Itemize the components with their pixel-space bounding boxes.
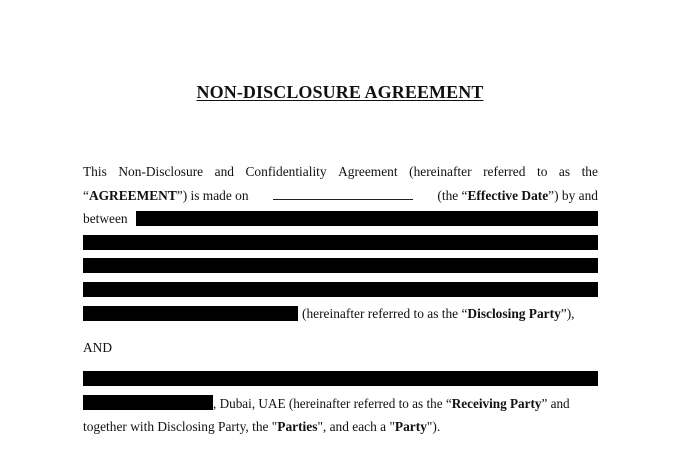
receiving-party-term: Receiving Party xyxy=(451,396,542,411)
disclosing-party-line: (hereinafter referred to as the “Disclosing Party”), xyxy=(302,306,575,321)
word: This xyxy=(83,164,107,179)
parties-definition-line: together with Disclosing Party, the "Parties", and each a "Party"). xyxy=(83,419,441,434)
document-title: NON-DISCLOSURE AGREEMENT xyxy=(196,82,484,102)
effective-date-definition: (the “Effective Date”) by and xyxy=(437,188,598,203)
redaction-bar xyxy=(83,306,298,321)
disclosing-party-term: Disclosing Party xyxy=(467,306,561,321)
word: to xyxy=(536,164,548,179)
date-blank-field xyxy=(273,188,413,200)
word: (hereinafter xyxy=(409,164,472,179)
redaction-bar xyxy=(83,235,598,250)
redaction-bar xyxy=(83,371,598,386)
agreement-term: AGREEMENT xyxy=(88,188,177,203)
word: and xyxy=(214,164,234,179)
paragraph-1-line-2 xyxy=(83,188,598,204)
paragraph-1-line-1 xyxy=(83,164,598,180)
and-separator: AND xyxy=(83,340,113,355)
redaction-bar xyxy=(83,395,213,410)
effective-date-term: Effective Date xyxy=(467,188,549,203)
word: referred xyxy=(483,164,526,179)
word: Confidentiality xyxy=(245,164,327,179)
agreement-definition: “AGREEMENT”) is made on xyxy=(83,188,249,203)
party-term: Party xyxy=(394,419,427,434)
word: Non-Disclosure xyxy=(118,164,204,179)
word: the xyxy=(581,164,598,179)
redaction-bar xyxy=(83,258,598,273)
redaction-bar xyxy=(83,282,598,297)
between-label: between xyxy=(83,211,128,226)
redaction-bar xyxy=(136,211,598,226)
receiving-party-line: , Dubai, UAE (hereinafter referred to as the “Receiving Party” and xyxy=(213,396,570,411)
word: as xyxy=(558,164,571,179)
parties-term: Parties xyxy=(277,419,318,434)
word: Agreement xyxy=(338,164,398,179)
